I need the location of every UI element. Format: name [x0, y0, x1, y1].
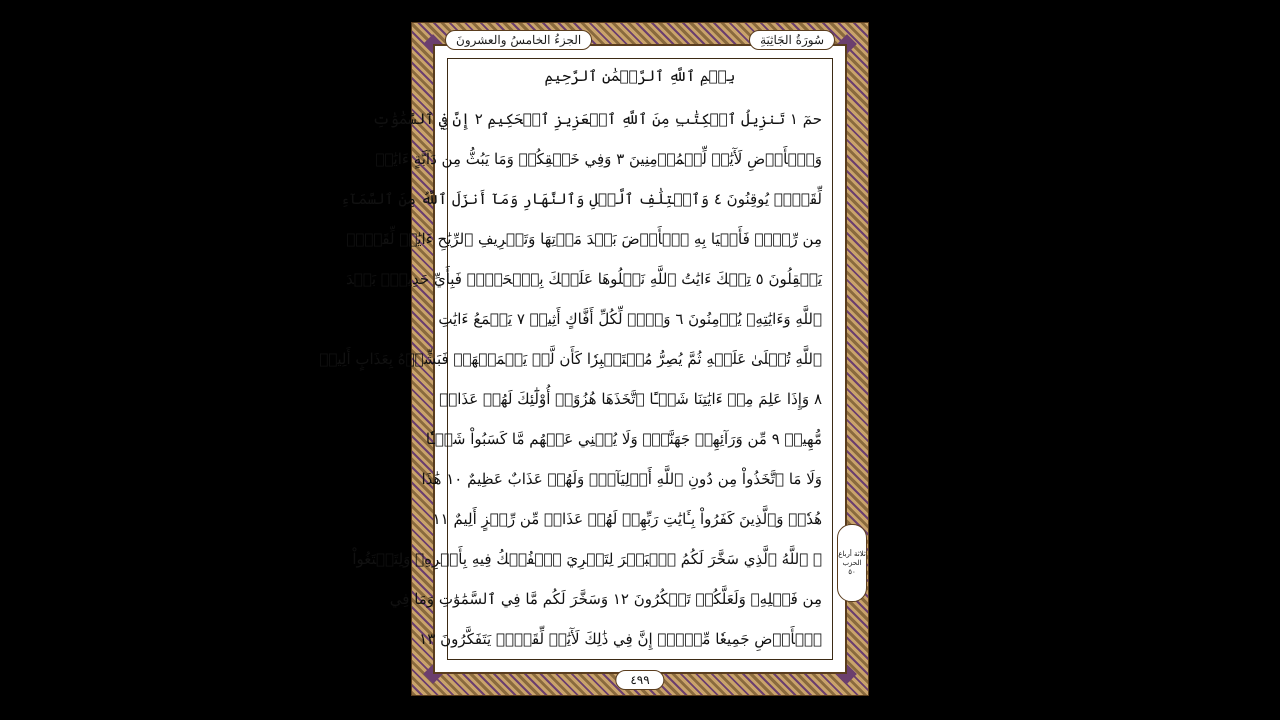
verse-line: ۞ ٱللَّهُ ٱلَّذِي سَخَّرَ لَكُمُ ٱلۡبَحۡرَ لِتَجۡرِيَ ٱلۡفُلۡكُ فِيهِ بِأَمۡرِهِۦ وَلِتَبۡتَغُواْ: [352, 550, 822, 568]
juz-header: الجزءُ الخامسُ والعشرونَ: [445, 30, 592, 50]
verse-line: حمٓ ١ تَنزِيلُ ٱلۡكِتَٰبِ مِنَ ٱللَّهِ ٱلۡعَزِيزِ ٱلۡحَكِيمِ ٢ إِنَّ فِي ٱلسَّمَٰوَٰتِ: [372, 110, 822, 128]
verse-line: ٨ وَإِذَا عَلِمَ مِنۡ ءَايَٰتِنَا شَيۡـًٔا ٱتَّخَذَهَا هُزُوًاۚ أُوْلَٰٓئِكَ لَهُمۡ عَذَابٞ: [439, 390, 822, 408]
verse-line: ٱلۡأَرۡضِ جَمِيعٗا مِّنۡهُۚ إِنَّ فِي ذَٰلِكَ لَأٓيَٰتٖ لِّقَوۡمٖ يَتَفَكَّرُونَ ١٣: [419, 630, 822, 648]
basmala: بِسۡمِ ٱللَّهِ ٱلرَّحۡمَٰنِ ٱلرَّحِيمِ: [544, 67, 736, 85]
verse-line: مِن رِّزۡقٖ فَأَحۡيَا بِهِ ٱلۡأَرۡضَ بَعۡدَ مَوۡتِهَا وَتَصۡرِيفِ ٱلرِّيَٰحِ ءَايَٰتٞ لِّقَوۡمٖ: [346, 230, 822, 248]
hizb-marker-label: الحزب: [842, 558, 862, 567]
hizb-marker-fraction: ثلاثة أرباع: [838, 549, 866, 558]
verse-line: هُدٗىۖ وَٱلَّذِينَ كَفَرُواْ بِـَٔايَٰتِ رَبِّهِمۡ لَهُمۡ عَذَابٞ مِّن رِّجۡزٍ أَلِيمٌ ١١: [432, 510, 822, 528]
verse-line: ٱللَّهِ وَءَايَٰتِهِۦ يُؤۡمِنُونَ ٦ وَيۡلٞ لِّكُلِّ أَفَّاكٍ أَثِيمٖ ٧ يَسۡمَعُ ءَايَٰتِ: [438, 310, 822, 328]
page-header: [425, 28, 855, 52]
verse-line: وَلَا مَا ٱتَّخَذُواْ مِن دُونِ ٱللَّهِ أَوۡلِيَآءَۖ وَلَهُمۡ عَذَابٌ عَظِيمٌ ١٠ هَٰذَا: [421, 470, 822, 488]
verse-line: يَعۡقِلُونَ ٥ تِلۡكَ ءَايَٰتُ ٱللَّهِ نَتۡلُوهَا عَلَيۡكَ بِٱلۡحَقِّۖ فَبِأَيِّ حَدِيثِۭ بَعۡدَ: [346, 270, 822, 288]
page-number: ٤٩٩: [615, 670, 664, 690]
text-area: [319, 58, 833, 660]
verse-line: مُّهِينٞ ٩ مِّن وَرَآئِهِمۡ جَهَنَّمُۖ وَلَا يُغۡنِي عَنۡهُم مَّا كَسَبُواْ شَيۡـٔٗا: [425, 430, 822, 448]
hizb-marker-number: ٥٠: [848, 567, 856, 576]
verse-line: وَٱلۡأَرۡضِ لَأٓيَٰتٖ لِّلۡمُؤۡمِنِينَ ٣ وَفِي خَلۡقِكُمۡ وَمَا يَبُثُّ مِن دَآبَّةٍ ءَايَٰتٞ: [375, 150, 822, 168]
verse-line: لِّقَوۡمٖ يُوقِنُونَ ٤ وَٱخۡتِلَٰفِ ٱلَّيۡلِ وَٱلنَّهَارِ وَمَآ أَنزَلَ ٱللَّهُ مِنَ ٱلسَّمَآءِ: [340, 190, 822, 208]
verse-lines: [319, 107, 822, 651]
surah-header: سُورَةُ الجَاثِيَةِ: [749, 30, 835, 50]
mushaf-page: [319, 22, 869, 696]
verse-line: مِن فَضۡلِهِۦ وَلَعَلَّكُمۡ تَشۡكُرُونَ ١٢ وَسَخَّرَ لَكُم مَّا فِي ٱلسَّمَٰوَٰتِ وَمَا فِي: [389, 590, 822, 608]
verse-line: ٱللَّهِ تُتۡلَىٰ عَلَيۡهِ ثُمَّ يُصِرُّ مُسۡتَكۡبِرٗا كَأَن لَّمۡ يَسۡمَعۡهَاۖ فَبَشِّرۡهُ بِعَذَابٍ أَلِيمٖ: [319, 350, 822, 368]
hizb-marker: [837, 524, 867, 602]
